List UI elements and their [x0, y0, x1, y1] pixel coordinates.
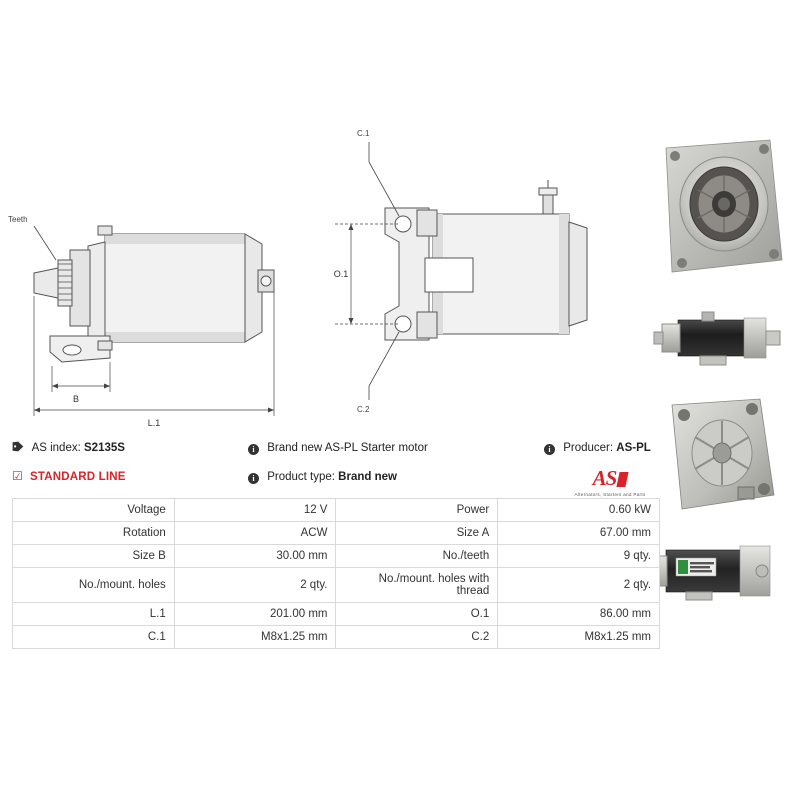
product-photo-side	[642, 298, 792, 383]
as-pl-logo	[560, 466, 660, 497]
spec-value-right: 86.00 mm	[498, 603, 660, 626]
product-photo-body-label	[642, 532, 792, 617]
table-row	[13, 568, 660, 603]
spec-label-right: Size A	[336, 522, 498, 545]
spec-label-right: No./teeth	[336, 545, 498, 568]
producer-label: Producer:	[563, 442, 614, 454]
check-icon: ☑	[12, 469, 23, 483]
producer-value: AS-PL	[616, 442, 651, 454]
logo-bar	[617, 472, 629, 487]
as-index-label: AS index:	[31, 442, 81, 454]
brand-new-block	[248, 440, 544, 456]
spec-label-left: Size B	[13, 545, 175, 568]
info-icon: i	[248, 444, 259, 455]
tag-icon	[12, 441, 24, 452]
spec-value-left: 12 V	[174, 499, 336, 522]
spec-label-right: No./mount. holes with thread	[336, 568, 498, 603]
logo-mark: AS	[593, 466, 628, 491]
side-view-drawing	[0, 110, 330, 440]
info-icon: i	[544, 444, 555, 455]
table-row	[13, 626, 660, 649]
product-type-block	[248, 469, 544, 485]
spec-value-left: 2 qty.	[174, 568, 336, 603]
top-view-drawing	[325, 110, 655, 440]
label-l1: L.1	[147, 418, 161, 428]
spec-value-left: ACW	[174, 522, 336, 545]
spec-value-left: 30.00 mm	[174, 545, 336, 568]
table-row	[13, 545, 660, 568]
spec-value-right: 0.60 kW	[498, 499, 660, 522]
table-row	[13, 522, 660, 545]
label-b: B	[72, 394, 80, 404]
info-row-primary	[12, 440, 660, 456]
standard-line-label: STANDARD LINE	[29, 471, 126, 483]
spec-value-left: 201.00 mm	[174, 603, 336, 626]
technical-drawings	[0, 110, 660, 440]
product-photo-front	[642, 130, 792, 290]
table-row	[13, 499, 660, 522]
product-photo-rear	[642, 391, 792, 524]
label-c2: C.2	[357, 405, 370, 414]
spec-label-left: Rotation	[13, 522, 175, 545]
specification-table	[12, 498, 660, 649]
spec-label-left: L.1	[13, 603, 175, 626]
as-index-value: S2135S	[84, 442, 125, 454]
label-c1: C.1	[357, 129, 370, 138]
product-type-label: Product type:	[267, 471, 335, 483]
spec-label-right: C.2	[336, 626, 498, 649]
spec-label-right: Power	[336, 499, 498, 522]
producer-block	[544, 440, 660, 456]
product-type-value: Brand new	[338, 471, 397, 483]
spec-value-right: 9 qty.	[498, 545, 660, 568]
spec-value-right: 2 qty.	[498, 568, 660, 603]
label-o1: O.1	[333, 269, 349, 279]
spec-label-left: C.1	[13, 626, 175, 649]
spec-label-right: O.1	[336, 603, 498, 626]
logo-subtitle: Alternators, Starters and Parts	[574, 492, 646, 497]
spec-value-right: 67.00 mm	[498, 522, 660, 545]
spec-value-right: M8x1.25 mm	[498, 626, 660, 649]
spec-label-left: No./mount. holes	[13, 568, 175, 603]
table-row	[13, 603, 660, 626]
info-icon: i	[248, 473, 259, 484]
as-index-block	[12, 440, 248, 456]
brand-new-text: Brand new AS-PL Starter motor	[267, 442, 428, 454]
spec-label-left: Voltage	[13, 499, 175, 522]
label-teeth: Teeth	[8, 215, 28, 224]
spec-value-left: M8x1.25 mm	[174, 626, 336, 649]
product-photo-column	[642, 130, 792, 625]
standard-line-block	[12, 469, 248, 485]
